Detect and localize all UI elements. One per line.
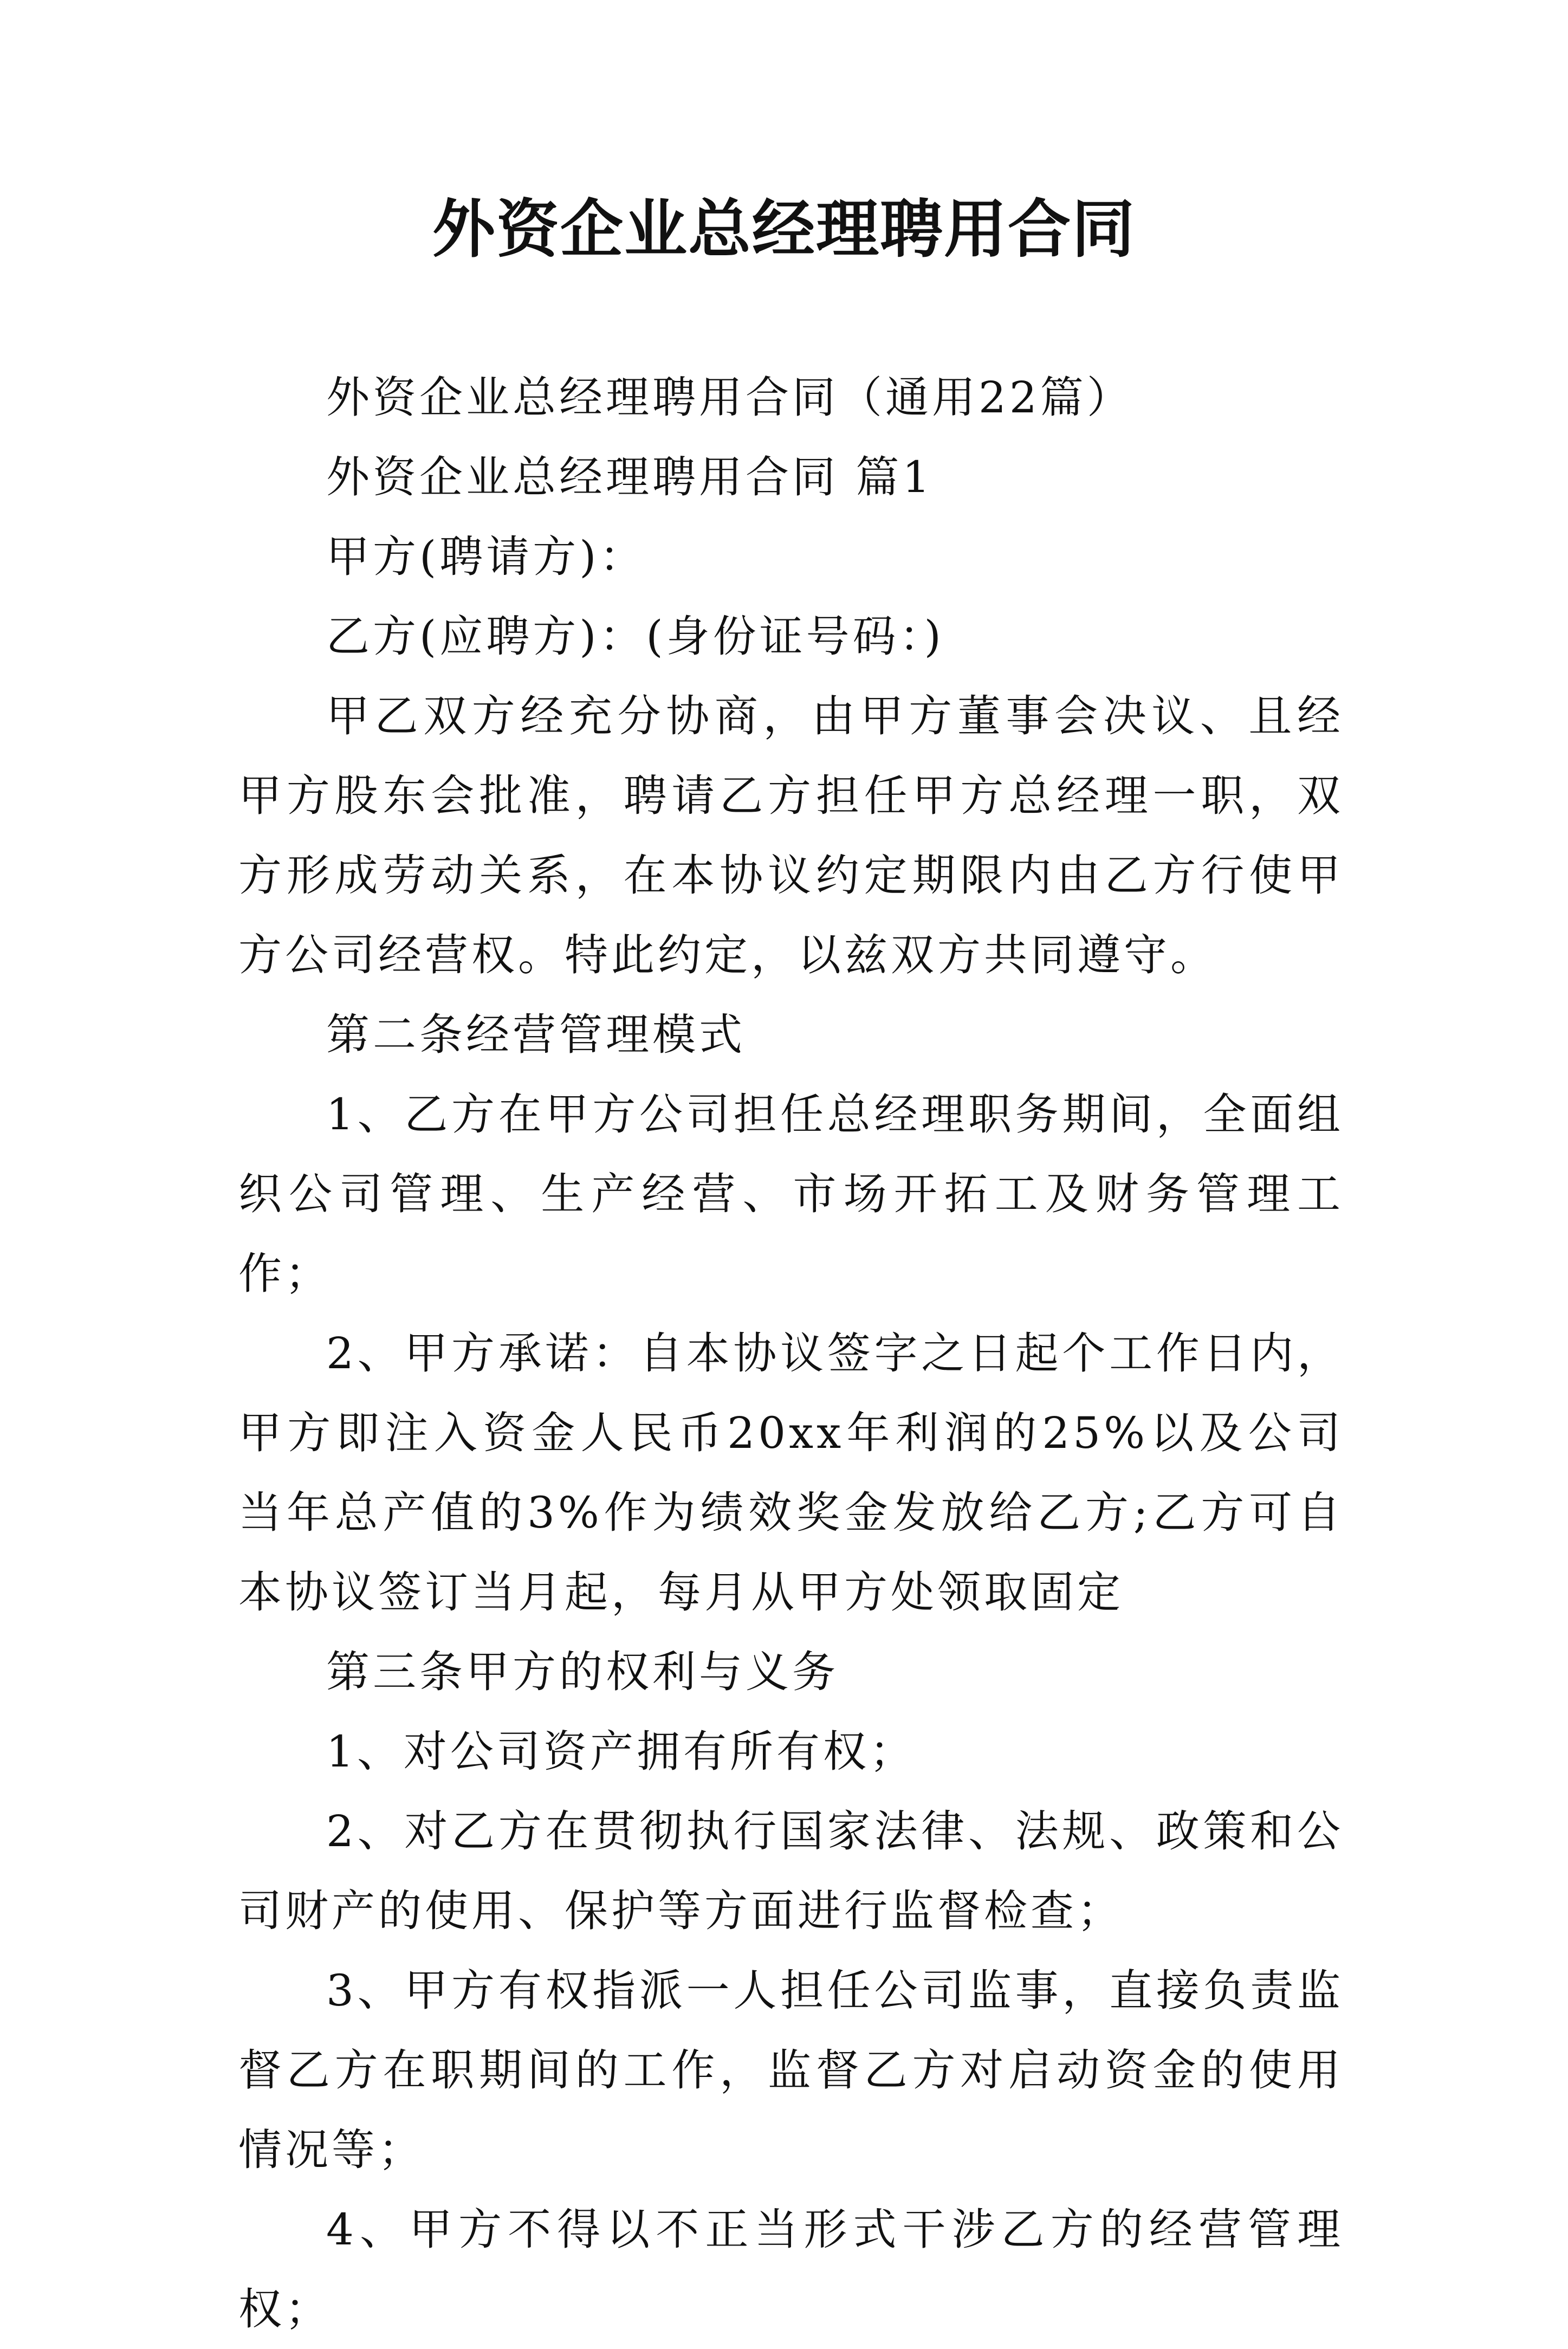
paragraph-article-3-item-4: 4、甲方不得以不正当形式干涉乙方的经营管理权； (238, 2204, 1344, 2334)
document-body (238, 358, 1344, 2349)
paragraph-article-3-item-3: 3、甲方有权指派一人担任公司监事，直接负责监督乙方在职期间的工作，监督乙方对启动资金的使用情况等； (238, 1965, 1344, 2175)
paragraph-article-2-item-1: 1、乙方在甲方公司担任总经理职务期间，全面组织公司管理、生产经营、市场开拓工及财务管理工作； (238, 1089, 1344, 1299)
paragraph-article-3-item-1: 1、对公司资产拥有所有权； (326, 1726, 916, 1777)
paragraph-preamble: 甲乙双方经充分协商，由甲方董事会决议、且经甲方股东会批准，聘请乙方担任甲方总经理一职，双方形成劳动关系，在本协议约定期限内由乙方行使甲方公司经营权。特此约定，以兹双方共同遵守。 (238, 691, 1344, 980)
paragraph-party-b: 乙方(应聘方)：(身份证号码：) (326, 611, 944, 662)
paragraph-article-3-item-2: 2、对乙方在贯彻执行国家法律、法规、政策和公司财产的使用、保护等方面进行监督检查； (238, 1806, 1344, 1936)
paragraph-party-a: 甲方(聘请方)： (326, 532, 646, 582)
document-title: 外资企业总经理聘用合同 (432, 192, 1136, 266)
paragraph-article-3-heading: 第三条甲方的权利与义务 (326, 1647, 839, 1697)
paragraph-article-2-item-2: 2、甲方承诺：自本协议签字之日起个工作日内，甲方即注入资金人民币20xx年利润的25%以及公司当年总产值的3%作为绩效奖金发放给乙方;乙方可自本协议签订当月起，每月从甲方处领取固定 (238, 1328, 1344, 1617)
paragraph-article-2-heading: 第二条经营管理模式 (326, 1010, 746, 1060)
paragraph-subtitle: 外资企业总经理聘用合同（通用22篇） (326, 372, 1133, 423)
paragraph-chapter-heading: 外资企业总经理聘用合同 篇1 (326, 452, 934, 502)
